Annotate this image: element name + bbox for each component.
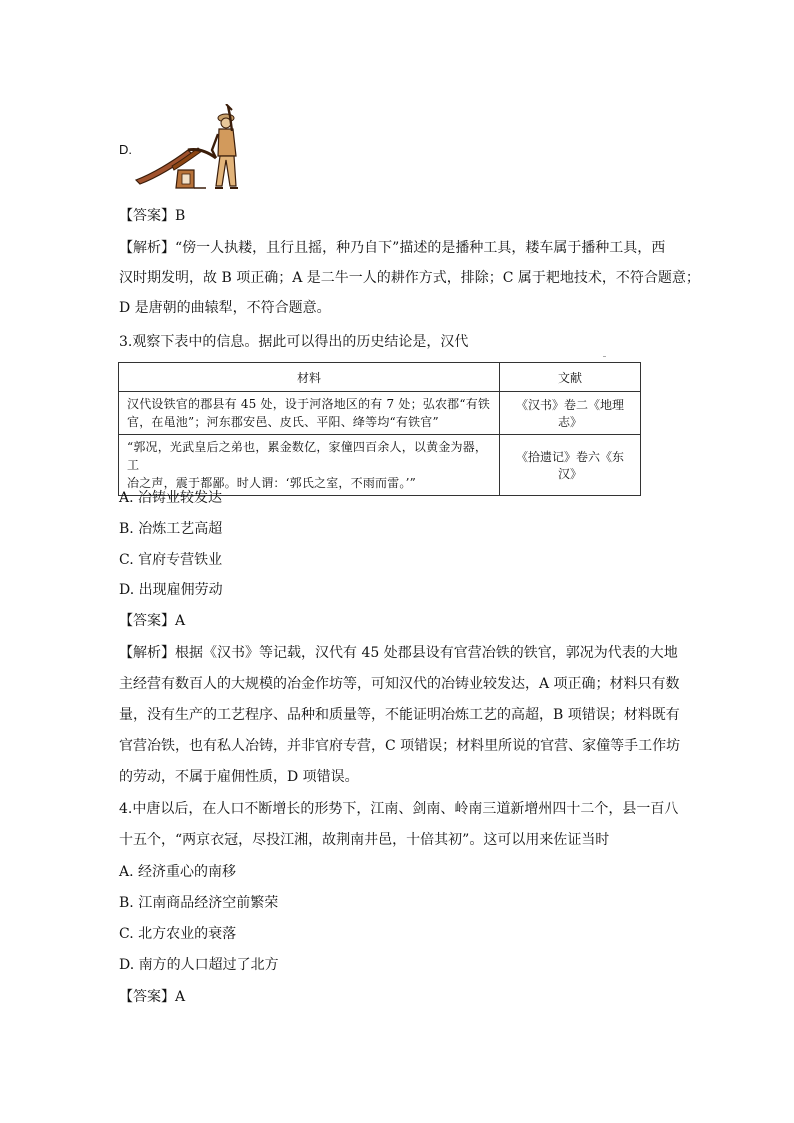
answer-q4: 【答案】A	[119, 989, 186, 1005]
analysis-q2-line1: 【解析】“傍一人执耧，且行且摇，种乃自下”描述的是播种工具，耧车属于播种工具，西	[119, 240, 666, 256]
analysis-q2-line2: 汉时期发明，故 B 项正确；A 是二牛一人的耕作方式，排除；C 属于耙地技术，不符合题意；	[119, 270, 700, 286]
material-text-line: 汉代设铁官的郡县有 45 处，设于河洛地区的有 7 处；弘农郡“有铁	[127, 397, 491, 411]
option-3a: A. 冶铸业较发达	[119, 490, 223, 506]
table-header-row	[119, 363, 641, 392]
table-row	[119, 435, 641, 496]
table-cell-source: 《拾遗记》卷六《东汉》	[500, 435, 641, 496]
question-4-stem-line2: 十五个，“两京衣冠，尽投江湘，故荆南井邑，十倍其初”。这可以用来佐证当时	[119, 832, 610, 848]
answer-q3: 【答案】A	[119, 613, 186, 629]
table-cell-material	[119, 435, 500, 496]
option-3c: C. 官府专营铁业	[119, 552, 223, 568]
material-text-line: “郭况，光武皇后之弟也，累金数亿，家僮四百余人，以黄金为器，工	[127, 440, 488, 472]
material-text-line: 官，在黾池”；河东郡安邑、皮氏、平阳、绛等均“有铁官”	[127, 415, 439, 429]
farmer-with-curved-plow-icon	[132, 104, 254, 192]
analysis-q3-line2: 主经营有数百人的大规模的冶金作坊等，可知汉代的冶铸业较发达，A 项正确；材料只有数	[119, 676, 680, 692]
option-4d: D. 南方的人口超过了北方	[119, 957, 279, 973]
table-row	[119, 392, 641, 435]
option-4c: C. 北方农业的衰落	[119, 926, 237, 942]
scan-mark	[603, 356, 606, 357]
question-3-stem: 3.观察下表中的信息。据此可以得出的历史结论是，汉代	[119, 334, 469, 350]
option-4b: B. 江南商品经济空前繁荣	[119, 895, 279, 911]
option-d-label: D.	[119, 142, 132, 157]
material-text-line: 冶之声，震于都鄙。时人谓：‘郭氏之室，不雨而雷。’”	[127, 476, 416, 490]
option-4a: A. 经济重心的南移	[119, 864, 237, 880]
table-cell-material	[119, 392, 500, 435]
analysis-q3-line5: 的劳动，不属于雇佣性质，D 项错误。	[119, 769, 359, 785]
table-cell-source: 《汉书》卷二《地理志》	[500, 392, 641, 435]
analysis-q2-line3: D 是唐朝的曲辕犁，不符合题意。	[119, 300, 331, 316]
table-header-source: 文献	[500, 363, 641, 392]
option-3d: D. 出现雇佣劳动	[119, 582, 223, 598]
table-header-material: 材料	[119, 363, 500, 392]
source-table	[118, 362, 641, 490]
analysis-q3-line3: 量，没有生产的工艺程序、品种和质量等，不能证明冶炼工艺的高超，B 项错误；材料既有	[119, 707, 680, 723]
question-4-stem-line1: 4.中唐以后，在人口不断增长的形势下，江南、剑南、岭南三道新增州四十二个，县一百八	[119, 801, 679, 817]
analysis-q3-line1: 【解析】根据《汉书》等记载，汉代有 45 处郡县设有官营冶铁的铁官，郭况为代表的大地	[119, 645, 678, 661]
analysis-q3-line4: 官营冶铁，也有私人冶铸，并非官府专营，C 项错误；材料里所说的官营、家僮等手工作坊	[119, 738, 681, 754]
answer-q2: 【答案】B	[119, 208, 186, 224]
option-3b: B. 冶炼工艺高超	[119, 521, 223, 537]
